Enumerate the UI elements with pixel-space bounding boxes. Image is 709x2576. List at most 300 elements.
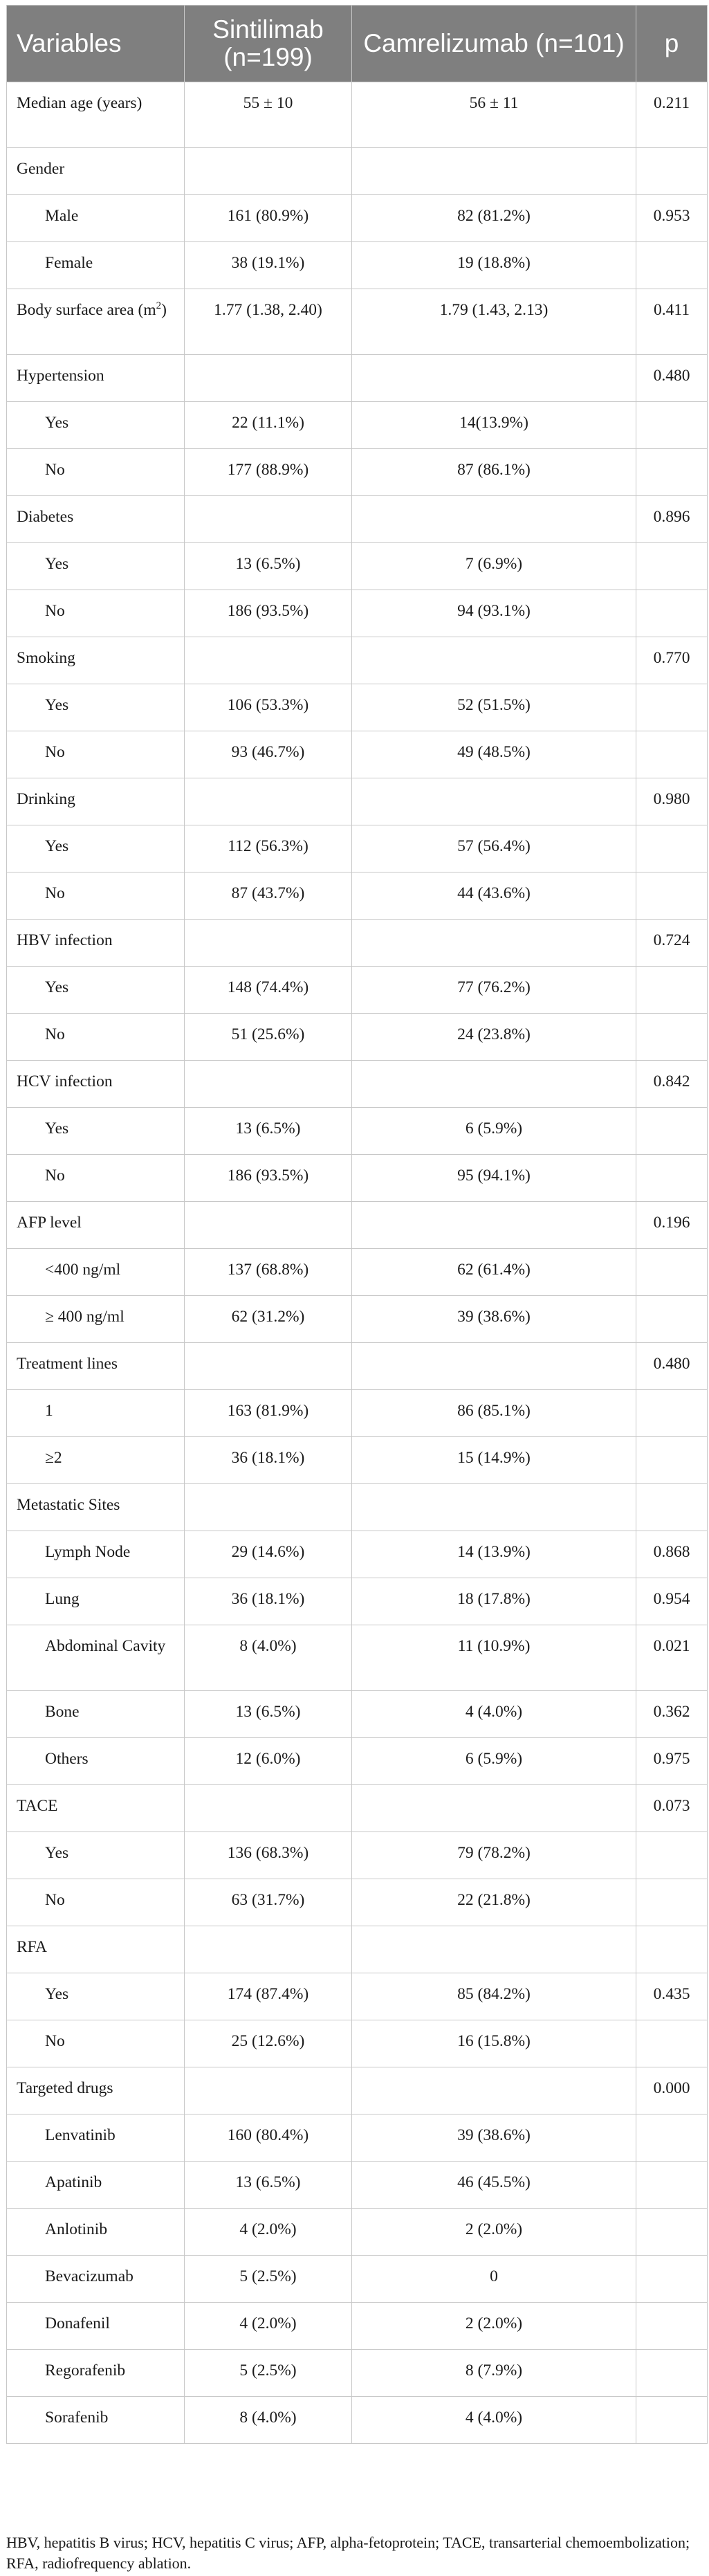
- label-text: Sorafenib: [45, 2409, 109, 2427]
- p-value-cell: [636, 2397, 708, 2444]
- p-value-cell: 0.953: [636, 195, 708, 242]
- row-sublabel: [7, 825, 185, 873]
- sintilimab-value-cell: 186 (93.5%): [185, 590, 352, 637]
- label-text: TACE: [17, 1797, 58, 1815]
- label-text: Bone: [45, 1703, 80, 1721]
- p-value-cell: 0.021: [636, 1625, 708, 1691]
- camrelizumab-value-cell: 2 (2.0%): [352, 2209, 636, 2256]
- camrelizumab-value-cell: 62 (61.4%): [352, 1249, 636, 1296]
- p-value-cell: [636, 590, 708, 637]
- sintilimab-value-cell: 25 (12.6%): [185, 2020, 352, 2067]
- camrelizumab-value-cell: [352, 1785, 636, 1832]
- p-value-cell: [636, 2350, 708, 2397]
- row-variable-label: [7, 1061, 185, 1108]
- table-row: [7, 2209, 708, 2256]
- table-body: [7, 82, 708, 2444]
- p-value-cell: 0.211: [636, 82, 708, 148]
- table-row: [7, 1691, 708, 1738]
- camrelizumab-value-cell: 44 (43.6%): [352, 873, 636, 920]
- header-camrelizumab: Camrelizumab (n=101): [352, 6, 636, 82]
- label-text: Median age (years): [17, 94, 142, 112]
- label-text: Smoking: [17, 649, 75, 667]
- table-row: [7, 825, 708, 873]
- sintilimab-value-cell: 136 (68.3%): [185, 1832, 352, 1879]
- p-value-cell: 0.980: [636, 778, 708, 825]
- sintilimab-value-cell: 8 (4.0%): [185, 2397, 352, 2444]
- sintilimab-value-cell: 13 (6.5%): [185, 1108, 352, 1155]
- sintilimab-value-cell: [185, 355, 352, 402]
- table-row: [7, 2397, 708, 2444]
- sintilimab-value-cell: 160 (80.4%): [185, 2114, 352, 2162]
- sintilimab-value-cell: 137 (68.8%): [185, 1249, 352, 1296]
- camrelizumab-value-cell: 52 (51.5%): [352, 684, 636, 731]
- camrelizumab-value-cell: 57 (56.4%): [352, 825, 636, 873]
- camrelizumab-value-cell: [352, 920, 636, 967]
- table-row: [7, 2114, 708, 2162]
- camrelizumab-value-cell: 22 (21.8%): [352, 1879, 636, 1926]
- label-text: No: [45, 1167, 65, 1185]
- table-row: [7, 195, 708, 242]
- table-row: [7, 1531, 708, 1578]
- p-value-cell: [636, 1390, 708, 1437]
- p-value-cell: 0.868: [636, 1531, 708, 1578]
- sintilimab-value-cell: 177 (88.9%): [185, 449, 352, 496]
- p-value-cell: 0.842: [636, 1061, 708, 1108]
- row-sublabel: [7, 1973, 185, 2020]
- row-variable-label: [7, 1343, 185, 1390]
- camrelizumab-value-cell: [352, 1484, 636, 1531]
- table-row: [7, 1108, 708, 1155]
- sintilimab-value-cell: 174 (87.4%): [185, 1973, 352, 2020]
- row-variable-label: [7, 1926, 185, 1973]
- camrelizumab-value-cell: 46 (45.5%): [352, 2162, 636, 2209]
- table-row: [7, 1785, 708, 1832]
- sintilimab-value-cell: 4 (2.0%): [185, 2209, 352, 2256]
- label-text: Yes: [45, 837, 69, 855]
- camrelizumab-value-cell: 1.79 (1.43, 2.13): [352, 289, 636, 355]
- row-sublabel: [7, 967, 185, 1014]
- table-row: [7, 82, 708, 148]
- row-sublabel: [7, 2303, 185, 2350]
- sintilimab-value-cell: 55 ± 10: [185, 82, 352, 148]
- row-variable-label: [7, 920, 185, 967]
- label-text: Others: [45, 1750, 89, 1768]
- p-value-cell: [636, 1249, 708, 1296]
- sintilimab-value-cell: 163 (81.9%): [185, 1390, 352, 1437]
- camrelizumab-value-cell: 16 (15.8%): [352, 2020, 636, 2067]
- label-text: Lung: [45, 1590, 80, 1608]
- baseline-characteristics-table-container: [6, 5, 708, 2444]
- camrelizumab-value-cell: 6 (5.9%): [352, 1738, 636, 1785]
- table-row: [7, 1014, 708, 1061]
- row-sublabel: [7, 590, 185, 637]
- camrelizumab-value-cell: 24 (23.8%): [352, 1014, 636, 1061]
- p-value-cell: [636, 967, 708, 1014]
- label-text: No: [45, 1891, 65, 1909]
- table-footnote: HBV, hepatitis B virus; HCV, hepatitis C virus; AFP, alpha-fetoprotein; TACE, transarterial chemoembolization; RFA, radiofrequency ablation.: [6, 2534, 690, 2572]
- table-row: [7, 1973, 708, 2020]
- sintilimab-value-cell: [185, 778, 352, 825]
- table-row: [7, 355, 708, 402]
- table-row: [7, 1926, 708, 1973]
- row-sublabel: [7, 402, 185, 449]
- table-row: [7, 1484, 708, 1531]
- camrelizumab-value-cell: [352, 1061, 636, 1108]
- table-row: [7, 1202, 708, 1249]
- sintilimab-value-cell: 106 (53.3%): [185, 684, 352, 731]
- label-text: Yes: [45, 696, 69, 714]
- p-value-cell: 0.896: [636, 496, 708, 543]
- table-header-row: [7, 6, 708, 82]
- camrelizumab-value-cell: [352, 2067, 636, 2114]
- p-value-cell: 0.724: [636, 920, 708, 967]
- sintilimab-value-cell: 36 (18.1%): [185, 1578, 352, 1625]
- row-sublabel: [7, 1879, 185, 1926]
- sintilimab-value-cell: [185, 1926, 352, 1973]
- label-text: No: [45, 743, 65, 761]
- camrelizumab-value-cell: 4 (4.0%): [352, 1691, 636, 1738]
- camrelizumab-value-cell: [352, 1343, 636, 1390]
- label-text: ≥2: [45, 1449, 62, 1467]
- p-value-cell: [636, 1155, 708, 1202]
- sintilimab-value-cell: 87 (43.7%): [185, 873, 352, 920]
- p-value-cell: [636, 1879, 708, 1926]
- sintilimab-value-cell: 51 (25.6%): [185, 1014, 352, 1061]
- label-superscript: 2: [156, 300, 162, 312]
- sintilimab-value-cell: 63 (31.7%): [185, 1879, 352, 1926]
- table-row: [7, 1155, 708, 1202]
- table-row: [7, 967, 708, 1014]
- camrelizumab-value-cell: 4 (4.0%): [352, 2397, 636, 2444]
- p-value-cell: [636, 1296, 708, 1343]
- sintilimab-value-cell: [185, 2067, 352, 2114]
- label-text: Hypertension: [17, 367, 104, 385]
- header-p-value: p: [636, 6, 708, 82]
- table-row: [7, 1061, 708, 1108]
- p-value-cell: [636, 2114, 708, 2162]
- sintilimab-value-cell: [185, 148, 352, 195]
- row-variable-label: [7, 1202, 185, 1249]
- camrelizumab-value-cell: 7 (6.9%): [352, 543, 636, 590]
- row-sublabel: [7, 1531, 185, 1578]
- row-variable-label: [7, 1785, 185, 1832]
- label-text: Targeted drugs: [17, 2079, 113, 2097]
- label-text: Yes: [45, 1985, 69, 2003]
- table-row: [7, 731, 708, 778]
- camrelizumab-value-cell: 8 (7.9%): [352, 2350, 636, 2397]
- row-sublabel: [7, 2020, 185, 2067]
- label-text: Lymph Node: [45, 1543, 131, 1561]
- sintilimab-value-cell: [185, 637, 352, 684]
- row-sublabel: [7, 1832, 185, 1879]
- table-row: [7, 1390, 708, 1437]
- label-text: <400 ng/ml: [45, 1261, 121, 1279]
- sintilimab-value-cell: [185, 1343, 352, 1390]
- row-sublabel: [7, 242, 185, 289]
- label-text: No: [45, 884, 65, 902]
- table-row: [7, 1578, 708, 1625]
- table-row: [7, 2350, 708, 2397]
- row-sublabel: [7, 2350, 185, 2397]
- sintilimab-value-cell: 5 (2.5%): [185, 2256, 352, 2303]
- p-value-cell: [636, 2303, 708, 2350]
- camrelizumab-value-cell: 77 (76.2%): [352, 967, 636, 1014]
- sintilimab-value-cell: 36 (18.1%): [185, 1437, 352, 1484]
- camrelizumab-value-cell: 87 (86.1%): [352, 449, 636, 496]
- camrelizumab-value-cell: 49 (48.5%): [352, 731, 636, 778]
- table-row: [7, 1738, 708, 1785]
- p-value-cell: 0.073: [636, 1785, 708, 1832]
- sintilimab-value-cell: 38 (19.1%): [185, 242, 352, 289]
- camrelizumab-value-cell: 86 (85.1%): [352, 1390, 636, 1437]
- p-value-cell: [636, 825, 708, 873]
- row-sublabel: [7, 2209, 185, 2256]
- p-value-cell: [636, 2209, 708, 2256]
- p-value-cell: [636, 242, 708, 289]
- camrelizumab-value-cell: [352, 148, 636, 195]
- table-row: [7, 289, 708, 355]
- row-sublabel: [7, 1108, 185, 1155]
- sintilimab-value-cell: 62 (31.2%): [185, 1296, 352, 1343]
- row-sublabel: [7, 731, 185, 778]
- camrelizumab-value-cell: 15 (14.9%): [352, 1437, 636, 1484]
- row-variable-label: [7, 82, 185, 148]
- camrelizumab-value-cell: 82 (81.2%): [352, 195, 636, 242]
- row-variable-label: [7, 148, 185, 195]
- sintilimab-value-cell: [185, 496, 352, 543]
- table-row: [7, 2020, 708, 2067]
- camrelizumab-value-cell: 85 (84.2%): [352, 1973, 636, 2020]
- camrelizumab-value-cell: 11 (10.9%): [352, 1625, 636, 1691]
- camrelizumab-value-cell: [352, 355, 636, 402]
- label-text: Lenvatinib: [45, 2126, 116, 2144]
- label-text: RFA: [17, 1938, 47, 1956]
- sintilimab-value-cell: 12 (6.0%): [185, 1738, 352, 1785]
- sintilimab-value-cell: 93 (46.7%): [185, 731, 352, 778]
- table-row: [7, 496, 708, 543]
- table-row: [7, 1343, 708, 1390]
- label-text: AFP level: [17, 1214, 82, 1232]
- sintilimab-value-cell: 148 (74.4%): [185, 967, 352, 1014]
- p-value-cell: 0.770: [636, 637, 708, 684]
- table-row: [7, 920, 708, 967]
- camrelizumab-value-cell: 56 ± 11: [352, 82, 636, 148]
- row-sublabel: [7, 1014, 185, 1061]
- sintilimab-value-cell: 13 (6.5%): [185, 2162, 352, 2209]
- table-row: [7, 2067, 708, 2114]
- sintilimab-value-cell: 161 (80.9%): [185, 195, 352, 242]
- camrelizumab-value-cell: 2 (2.0%): [352, 2303, 636, 2350]
- table-row: [7, 1296, 708, 1343]
- camrelizumab-value-cell: [352, 778, 636, 825]
- label-text: Donafenil: [45, 2314, 110, 2332]
- p-value-cell: [636, 402, 708, 449]
- sintilimab-value-cell: 22 (11.1%): [185, 402, 352, 449]
- p-value-cell: 0.411: [636, 289, 708, 355]
- label-text: Yes: [45, 1844, 69, 1862]
- label-text: 1: [45, 1402, 53, 1420]
- header-sintilimab: Sintilimab (n=199): [185, 6, 352, 82]
- table-row: [7, 778, 708, 825]
- sintilimab-value-cell: [185, 1061, 352, 1108]
- row-sublabel: [7, 1437, 185, 1484]
- table-row: [7, 1625, 708, 1691]
- row-variable-label: [7, 637, 185, 684]
- p-value-cell: [636, 2020, 708, 2067]
- sintilimab-value-cell: [185, 1484, 352, 1531]
- label-text: Body surface area (m: [17, 301, 156, 319]
- label-text: Yes: [45, 555, 69, 573]
- camrelizumab-value-cell: 39 (38.6%): [352, 2114, 636, 2162]
- label-text: No: [45, 602, 65, 620]
- table-row: [7, 242, 708, 289]
- row-sublabel: [7, 1296, 185, 1343]
- row-sublabel: [7, 1578, 185, 1625]
- row-sublabel: [7, 873, 185, 920]
- label-text: Gender: [17, 160, 65, 178]
- p-value-cell: 0.435: [636, 1973, 708, 2020]
- row-sublabel: [7, 195, 185, 242]
- camrelizumab-value-cell: 95 (94.1%): [352, 1155, 636, 1202]
- p-value-cell: 0.000: [636, 2067, 708, 2114]
- table-row: [7, 873, 708, 920]
- camrelizumab-value-cell: 6 (5.9%): [352, 1108, 636, 1155]
- sintilimab-value-cell: [185, 1785, 352, 1832]
- table-row: [7, 2303, 708, 2350]
- row-variable-label: [7, 1484, 185, 1531]
- table-row: [7, 543, 708, 590]
- label-text: Male: [45, 207, 79, 225]
- row-variable-label: [7, 778, 185, 825]
- camrelizumab-value-cell: [352, 637, 636, 684]
- p-value-cell: 0.975: [636, 1738, 708, 1785]
- row-sublabel: [7, 684, 185, 731]
- label-text: Diabetes: [17, 508, 74, 526]
- sintilimab-value-cell: 13 (6.5%): [185, 543, 352, 590]
- p-value-cell: [636, 1014, 708, 1061]
- row-sublabel: [7, 1249, 185, 1296]
- sintilimab-value-cell: 1.77 (1.38, 2.40): [185, 289, 352, 355]
- label-text: Yes: [45, 414, 69, 432]
- label-text: Female: [45, 254, 93, 272]
- camrelizumab-value-cell: 0: [352, 2256, 636, 2303]
- p-value-cell: 0.196: [636, 1202, 708, 1249]
- label-text: Drinking: [17, 790, 75, 808]
- table-row: [7, 590, 708, 637]
- row-sublabel: [7, 2397, 185, 2444]
- p-value-cell: [636, 1108, 708, 1155]
- label-text: Apatinib: [45, 2173, 102, 2191]
- sintilimab-value-cell: [185, 1202, 352, 1249]
- label-text: Anlotinib: [45, 2220, 108, 2238]
- row-sublabel: [7, 449, 185, 496]
- row-sublabel: [7, 1691, 185, 1738]
- label-text: No: [45, 461, 65, 479]
- label-text: Bevacizumab: [45, 2267, 133, 2285]
- row-sublabel: [7, 2256, 185, 2303]
- p-value-cell: [636, 684, 708, 731]
- table-row: [7, 1249, 708, 1296]
- camrelizumab-value-cell: 94 (93.1%): [352, 590, 636, 637]
- table-row: [7, 449, 708, 496]
- camrelizumab-value-cell: 14(13.9%): [352, 402, 636, 449]
- sintilimab-value-cell: 29 (14.6%): [185, 1531, 352, 1578]
- label-text: ≥ 400 ng/ml: [45, 1308, 125, 1326]
- p-value-cell: [636, 731, 708, 778]
- label-text: No: [45, 2032, 65, 2050]
- camrelizumab-value-cell: 39 (38.6%): [352, 1296, 636, 1343]
- p-value-cell: 0.954: [636, 1578, 708, 1625]
- camrelizumab-value-cell: [352, 1202, 636, 1249]
- table-row: [7, 2256, 708, 2303]
- table-row: [7, 637, 708, 684]
- sintilimab-value-cell: 13 (6.5%): [185, 1691, 352, 1738]
- row-sublabel: [7, 543, 185, 590]
- p-value-cell: 0.362: [636, 1691, 708, 1738]
- row-variable-label: [7, 289, 185, 355]
- row-variable-label: [7, 2067, 185, 2114]
- sintilimab-value-cell: [185, 920, 352, 967]
- sintilimab-value-cell: 112 (56.3%): [185, 825, 352, 873]
- camrelizumab-value-cell: 79 (78.2%): [352, 1832, 636, 1879]
- table-row: [7, 1832, 708, 1879]
- header-variables: Variables: [7, 6, 185, 82]
- table-row: [7, 402, 708, 449]
- label-text: Treatment lines: [17, 1355, 118, 1373]
- row-sublabel: [7, 2162, 185, 2209]
- p-value-cell: 0.480: [636, 355, 708, 402]
- label-text-suffix: ): [161, 301, 167, 319]
- camrelizumab-value-cell: 14 (13.9%): [352, 1531, 636, 1578]
- camrelizumab-value-cell: 19 (18.8%): [352, 242, 636, 289]
- sintilimab-value-cell: 186 (93.5%): [185, 1155, 352, 1202]
- p-value-cell: [636, 1437, 708, 1484]
- row-sublabel: [7, 1625, 185, 1691]
- p-value-cell: [636, 2256, 708, 2303]
- p-value-cell: [636, 873, 708, 920]
- p-value-cell: [636, 148, 708, 195]
- label-text: HCV infection: [17, 1072, 113, 1090]
- label-text: Regorafenib: [45, 2362, 126, 2379]
- camrelizumab-value-cell: [352, 496, 636, 543]
- label-text: No: [45, 1025, 65, 1043]
- row-sublabel: [7, 1738, 185, 1785]
- table-row: [7, 684, 708, 731]
- table-row: [7, 1437, 708, 1484]
- camrelizumab-value-cell: [352, 1926, 636, 1973]
- row-sublabel: [7, 2114, 185, 2162]
- sintilimab-value-cell: 5 (2.5%): [185, 2350, 352, 2397]
- p-value-cell: [636, 543, 708, 590]
- table-row: [7, 1879, 708, 1926]
- table-row: [7, 148, 708, 195]
- row-variable-label: [7, 496, 185, 543]
- p-value-cell: 0.480: [636, 1343, 708, 1390]
- label-text: Yes: [45, 1120, 69, 1138]
- row-variable-label: [7, 355, 185, 402]
- table-row: [7, 2162, 708, 2209]
- label-text: Abdominal Cavity: [45, 1637, 166, 1655]
- sintilimab-value-cell: 4 (2.0%): [185, 2303, 352, 2350]
- p-value-cell: [636, 1832, 708, 1879]
- sintilimab-value-cell: 8 (4.0%): [185, 1625, 352, 1691]
- p-value-cell: [636, 1484, 708, 1531]
- p-value-cell: [636, 449, 708, 496]
- baseline-characteristics-table: [6, 5, 708, 2444]
- label-text: Metastatic Sites: [17, 1496, 120, 1514]
- row-sublabel: [7, 1155, 185, 1202]
- p-value-cell: [636, 1926, 708, 1973]
